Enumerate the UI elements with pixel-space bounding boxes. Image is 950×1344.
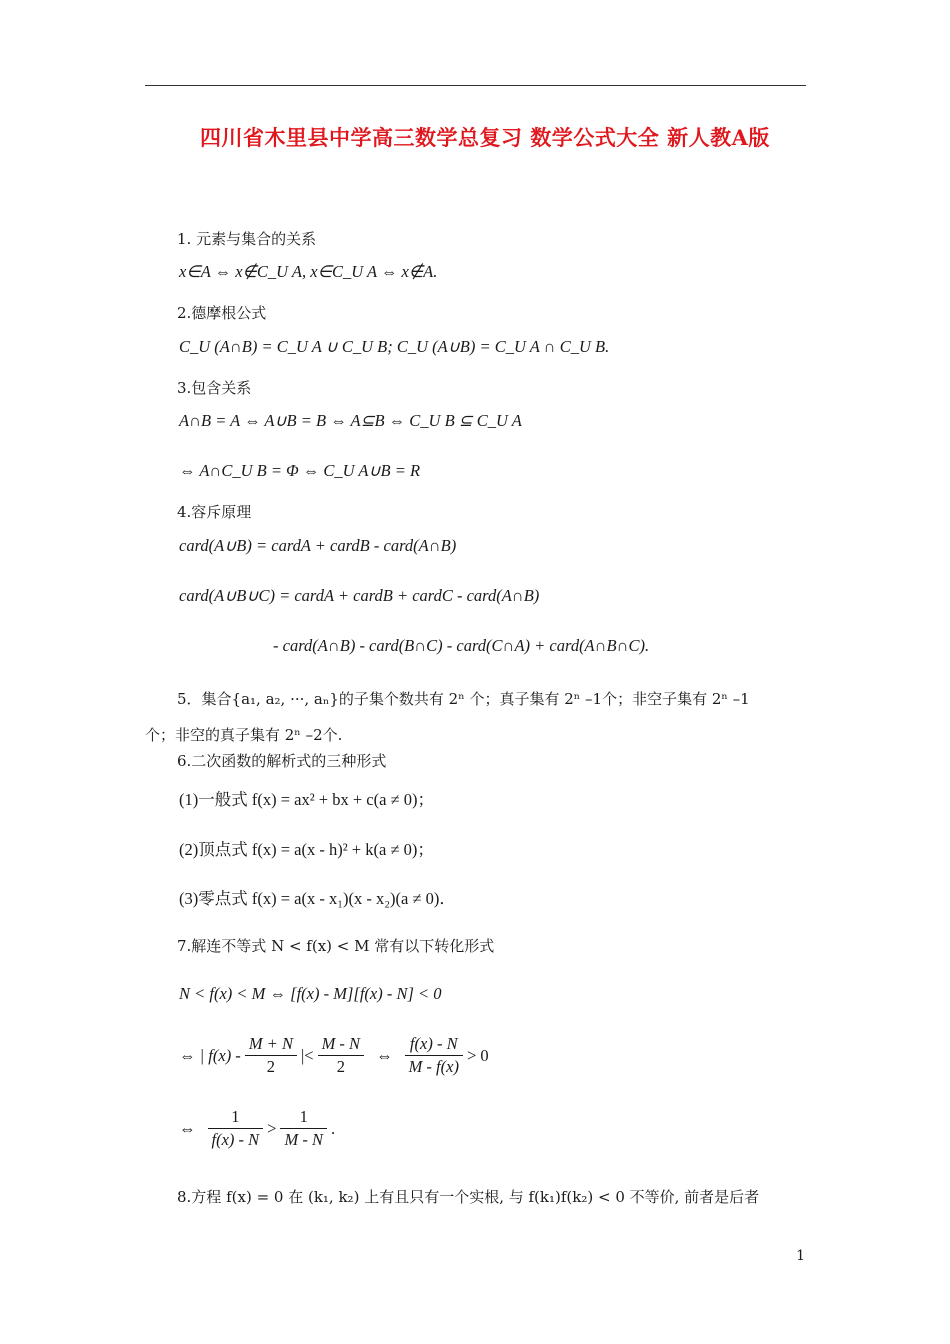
section-2-heading: 2.德摩根公式 <box>177 304 267 322</box>
page-number: 1 <box>796 1248 805 1264</box>
denominator: 2 <box>266 1057 275 1076</box>
section-7-formula-3 <box>179 1106 335 1151</box>
numerator: 1 <box>208 1106 264 1129</box>
formula-text: > <box>267 1118 277 1138</box>
section-6-heading: 6.二次函数的解析式的三种形式 <box>177 752 387 770</box>
fraction <box>405 1033 463 1078</box>
formula-text: ⇔ | f(x) - <box>179 1045 241 1065</box>
section-3-formula-2: ⇔ A∩C_U B = Φ ⇔ C_U A∪B = R <box>179 461 421 480</box>
section-6-formula-2: (2)顶点式 f(x) = a(x - h)² + k(a ≠ 0)； <box>179 840 434 859</box>
section-3-heading: 3.包含关系 <box>177 379 252 397</box>
denominator: M - N <box>284 1130 323 1149</box>
section-8-line-1: 8.方程 f(x) = 0 在 (k₁, k₂) 上有且只有一个实根, 与 f(k₁)f(k₂) < 0 不等价, 前者是后者 <box>177 1188 760 1206</box>
section-1-heading: 1. 元素与集合的关系 <box>177 230 317 248</box>
section-3-formula-1: A∩B = A ⇔ A∪B = B ⇔ A⊆B ⇔ C_U B ⊆ C_U A <box>179 411 522 430</box>
fraction <box>245 1033 297 1078</box>
numerator: 1 <box>280 1106 327 1129</box>
document-title: 四川省木里县中学高三数学总复习 数学公式大全 新人教A版 <box>200 125 770 150</box>
numerator: M + N <box>245 1033 297 1056</box>
numerator: f(x) - N <box>405 1033 463 1056</box>
numerator: M - N <box>318 1033 365 1056</box>
formula-text: |< <box>300 1045 314 1065</box>
denominator: f(x) - N <box>211 1130 260 1149</box>
fraction <box>208 1106 264 1151</box>
header-rule <box>145 85 806 86</box>
section-4-formula-2: card(A∪B∪C) = cardA + cardB + cardC - card(A∩B) <box>179 586 540 605</box>
denominator: 2 <box>336 1057 345 1076</box>
section-1-formula: x∈A ⇔ x∉C_U A, x∈C_U A ⇔ x∉A. <box>179 262 438 281</box>
formula-text: ⇔ <box>179 1118 196 1138</box>
section-4-heading: 4.容斥原理 <box>177 503 252 521</box>
formula-text: > 0 <box>466 1045 489 1065</box>
section-5-line-2: 个；非空的真子集有 2ⁿ –2个. <box>145 726 343 744</box>
fraction <box>318 1033 365 1078</box>
section-6-formula-1: (1)一般式 f(x) = ax² + bx + c(a ≠ 0)； <box>179 790 434 809</box>
section-4-formula-3: - card(A∩B) - card(B∩C) - card(C∩A) + card(A∩B∩C). <box>273 636 650 655</box>
section-6-formula-3: (3)零点式 f(x) = a(x - x₁)(x - x₂)(a ≠ 0)． <box>179 889 456 908</box>
formula-text: . <box>330 1118 336 1138</box>
section-4-formula-1: card(A∪B) = cardA + cardB - card(A∩B) <box>179 536 457 555</box>
section-5-line-1: 5．集合{a₁, a₂, ···, aₙ}的子集个数共有 2ⁿ 个；真子集有 2ⁿ –1个；非空子集有 2ⁿ –1 <box>177 690 750 708</box>
section-7-formula-1: N < f(x) < M ⇔ [f(x) - M][f(x) - N] < 0 <box>179 984 442 1003</box>
section-7-heading: 7.解连不等式 N < f(x) < M 常有以下转化形式 <box>177 937 495 955</box>
denominator: M - f(x) <box>408 1057 459 1076</box>
formula-text: ⇔ <box>376 1045 393 1065</box>
fraction <box>280 1106 327 1151</box>
section-7-formula-2 <box>179 1033 489 1078</box>
section-2-formula: C_U (A∩B) = C_U A ∪ C_U B; C_U (A∪B) = C_U A ∩ C_U B. <box>179 337 610 356</box>
